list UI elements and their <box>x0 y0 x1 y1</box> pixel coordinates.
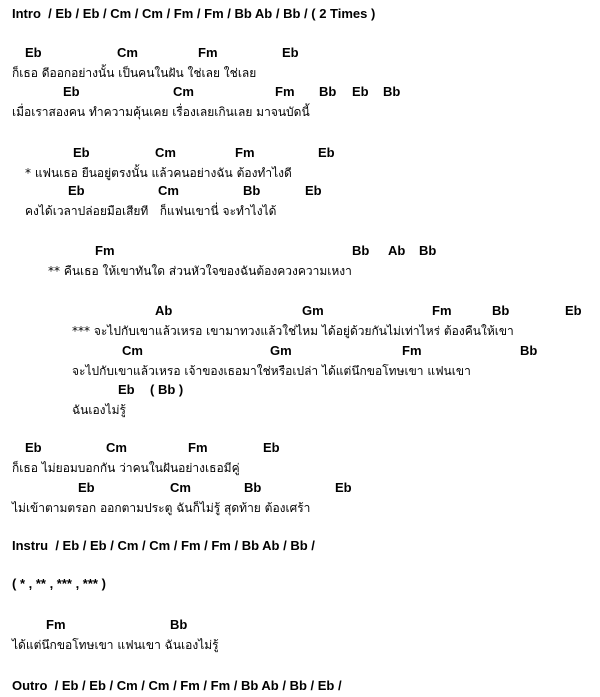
chord-label: Bb <box>244 480 262 495</box>
chord-label: Eb <box>318 145 335 160</box>
lyric-line: ฉันเองไม่รู้ <box>72 403 126 417</box>
chord-label: Eb <box>263 440 280 455</box>
chord-label: Bb <box>352 243 370 258</box>
chord-label: Ab <box>388 243 406 258</box>
chord-label: Cm <box>122 343 143 358</box>
chord-label: Bb <box>520 343 538 358</box>
lyric-line: *** จะไปกับเขาแล้วเหรอ เขามาทวงแล้วใช่ไหม ได้อยู่ด้วยกันไม่เท่าไหร่ ต้องคืนให้เขา <box>72 324 514 338</box>
chord-label: Bb <box>419 243 437 258</box>
chord-label: Bb <box>319 84 337 99</box>
chord-label: Fm <box>235 145 255 160</box>
lyric-line: จะไปกับเขาแล้วเหรอ เจ้าของเธอมาใช่หรือเปล่า ได้แต่นึกขอโทษเขา แฟนเขา <box>72 364 471 378</box>
chord-label: Eb <box>25 45 42 60</box>
chord-label: Fm <box>46 617 66 632</box>
chord-label: Eb <box>118 382 135 397</box>
chord-label: Gm <box>270 343 292 358</box>
chord-label: Cm <box>173 84 194 99</box>
chord-label: Eb <box>63 84 80 99</box>
chord-label: Eb <box>305 183 322 198</box>
instru-line: Instru / Eb / Eb / Cm / Cm / Fm / Fm / Bb Ab / Bb / <box>12 538 315 553</box>
chord-label: Cm <box>106 440 127 455</box>
lyric-line: ** คืนเธอ ให้เขาทันใด ส่วนหัวใจของฉันต้องควงความเหงา <box>48 264 352 278</box>
chord-label: Fm <box>198 45 218 60</box>
chord-label: Eb <box>68 183 85 198</box>
chord-label: Bb <box>170 617 188 632</box>
chord-label: Eb <box>73 145 90 160</box>
outro-line: Outro / Eb / Eb / Cm / Cm / Fm / Fm / Bb Ab / Bb / Eb / <box>12 678 342 693</box>
chord-label: Eb <box>25 440 42 455</box>
lyric-line: ไม่เข้าตามตรอก ออกตามประตู ฉันก็ไม่รู้ สุดท้าย ต้องเศร้า <box>12 501 311 515</box>
chord-label: ( Bb ) <box>150 382 184 397</box>
chord-label: Cm <box>158 183 179 198</box>
chord-label: Eb <box>335 480 352 495</box>
chord-label: Eb <box>282 45 299 60</box>
chord-label: Cm <box>155 145 176 160</box>
chord-label: Eb <box>78 480 95 495</box>
intro-line: Intro / Eb / Eb / Cm / Cm / Fm / Fm / Bb Ab / Bb / ( 2 Times ) <box>12 6 376 21</box>
repeat-marker: ( * , ** , *** , *** ) <box>12 576 106 591</box>
chord-label: Eb <box>565 303 582 318</box>
chord-label: Bb <box>492 303 510 318</box>
chord-label: Fm <box>432 303 452 318</box>
chord-label: Gm <box>302 303 324 318</box>
chord-label: Cm <box>117 45 138 60</box>
chord-label: Bb <box>383 84 401 99</box>
chord-label: Cm <box>170 480 191 495</box>
lyric-line: ได้แต่นึกขอโทษเขา แฟนเขา ฉันเองไม่รู้ <box>12 638 219 652</box>
chord-label: Bb <box>243 183 261 198</box>
lyric-line: เมื่อเราสองคน ทำความคุ้นเคย เรื่องเลยเกินเลย มาจนบัดนี้ <box>12 105 310 119</box>
chord-label: Fm <box>95 243 115 258</box>
lyric-line: * แฟนเธอ ยืนอยู่ตรงนั้น แล้วคนอย่างฉัน ต้องทำไงดี <box>25 166 292 180</box>
chord-label: Fm <box>188 440 208 455</box>
chord-label: Fm <box>402 343 422 358</box>
chord-label: Ab <box>155 303 173 318</box>
lyric-line: คงได้เวลาปล่อยมือเสียที ก็แฟนเขานี่ จะทำไงได้ <box>25 204 277 218</box>
lyric-line: ก็เธอ ไม่ยอมบอกกัน ว่าคนในฝันอย่างเธอมีคู่ <box>12 461 240 475</box>
chord-label: Fm <box>275 84 295 99</box>
lyric-line: ก็เธอ ดีออกอย่างนั้น เป็นคนในฝัน ใช่เลย ใช่เลย <box>12 66 257 80</box>
chord-label: Eb <box>352 84 369 99</box>
